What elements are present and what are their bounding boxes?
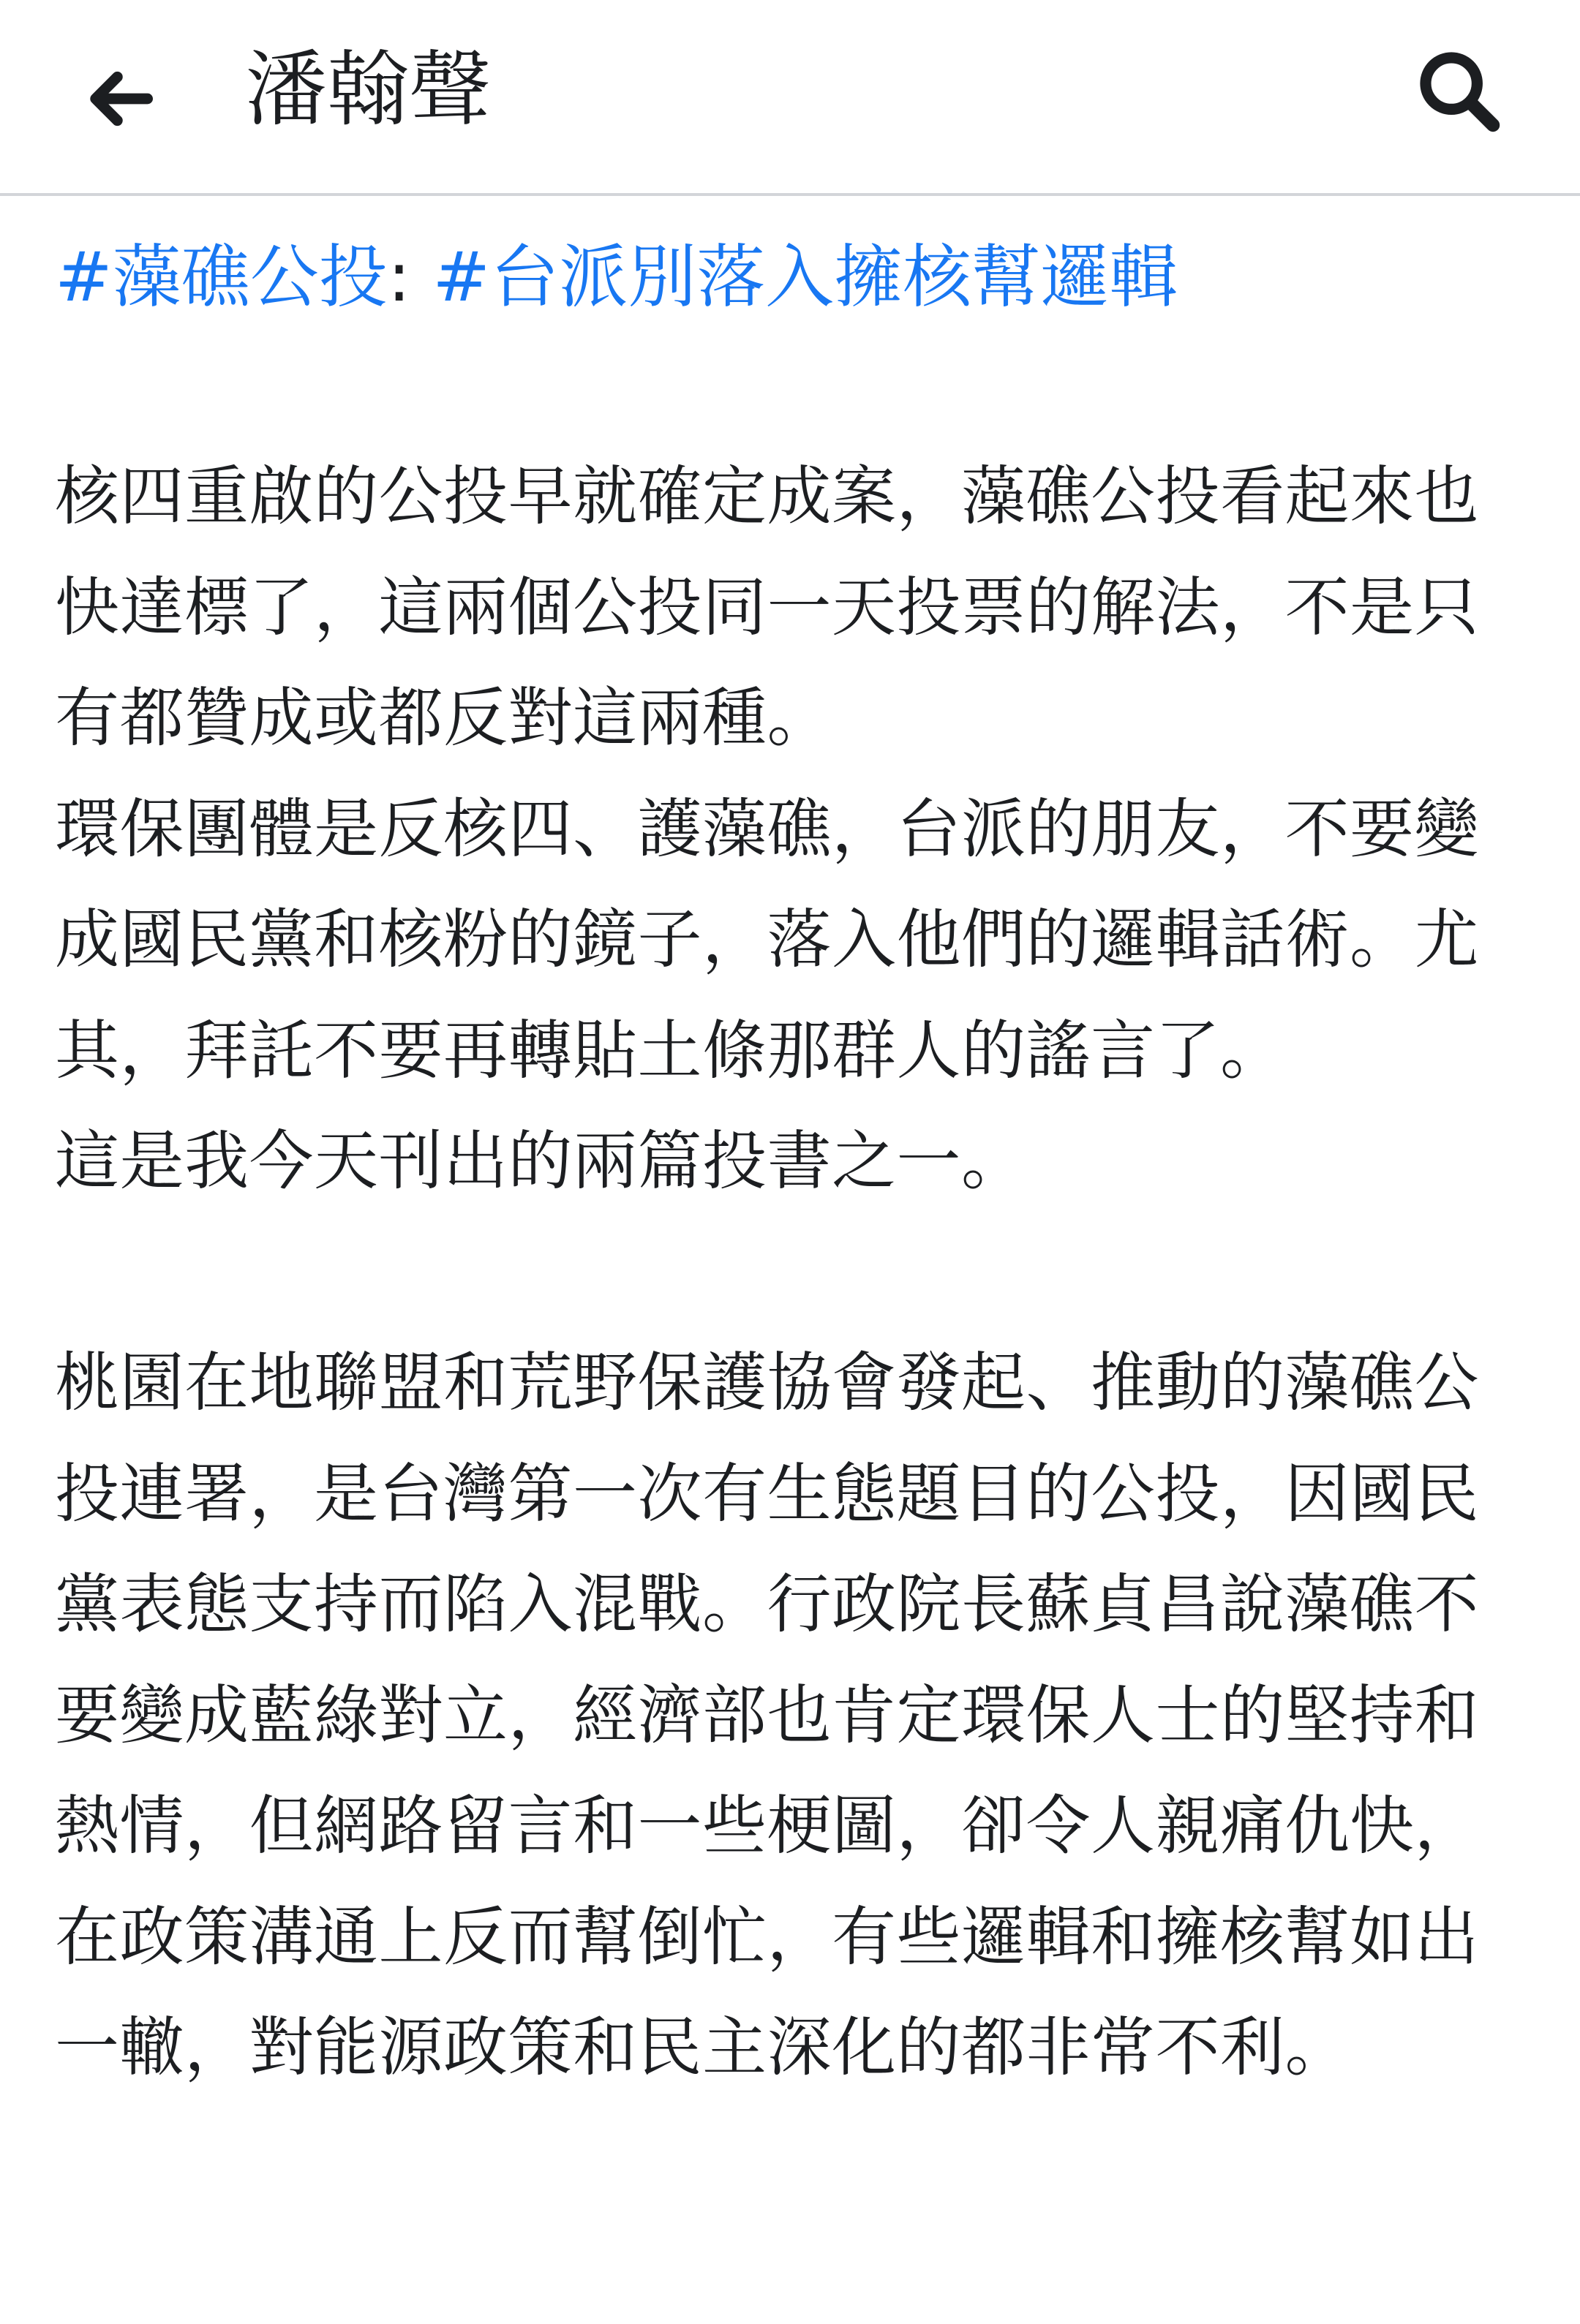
post-body [55,223,1532,2103]
hashtag-link[interactable]: #台派別落入擁核幫邏輯 [432,238,1178,317]
post-paragraph: 桃園在地聯盟和荒野保護協會發起、推動的藻礁公投連署，是台灣第一次有生態題目的公投，因國民黨表態支持而陷入混戰。行政院長蘇貞昌說藻礁不要變成藍綠對立，經濟部也肯定環保人士的堅持和熱情，但網路留言和一些梗圖，卻令人親痛仇快，在政策溝通上反而幫倒忙，有些邏輯和擁核幫如出一轍，對能源政策和民主深化的都非常不利。 [55,1345,1480,2085]
post-text [55,441,1532,2103]
back-button[interactable] [73,51,168,146]
page-title: 潘翰聲 [245,42,491,137]
hashtag-line [55,223,1532,333]
hashtag-link[interactable]: #藻礁公投 [55,238,388,317]
post-paragraph: 核四重啟的公投早就確定成案，藻礁公投看起來也快達標了，這兩個公投同一天投票的解法，不是只有都贊成或都反對這兩種。 [55,459,1480,755]
post-paragraph: 環保團體是反核四、護藻礁，台派的朋友，不要變成國民黨和核粉的鏡子，落入他們的邏輯話術。尤其，拜託不要再轉貼土條那群人的謠言了。 [55,791,1480,1088]
arrow-left-icon [80,59,161,139]
search-icon [1412,44,1507,139]
paragraph-spacer [55,1217,1532,1328]
hashtag-separator: : [387,238,433,317]
top-bar [0,0,1580,196]
post-paragraph: 這是我今天刊出的兩篇投書之一。 [55,1123,1026,1199]
search-button[interactable] [1404,37,1514,146]
